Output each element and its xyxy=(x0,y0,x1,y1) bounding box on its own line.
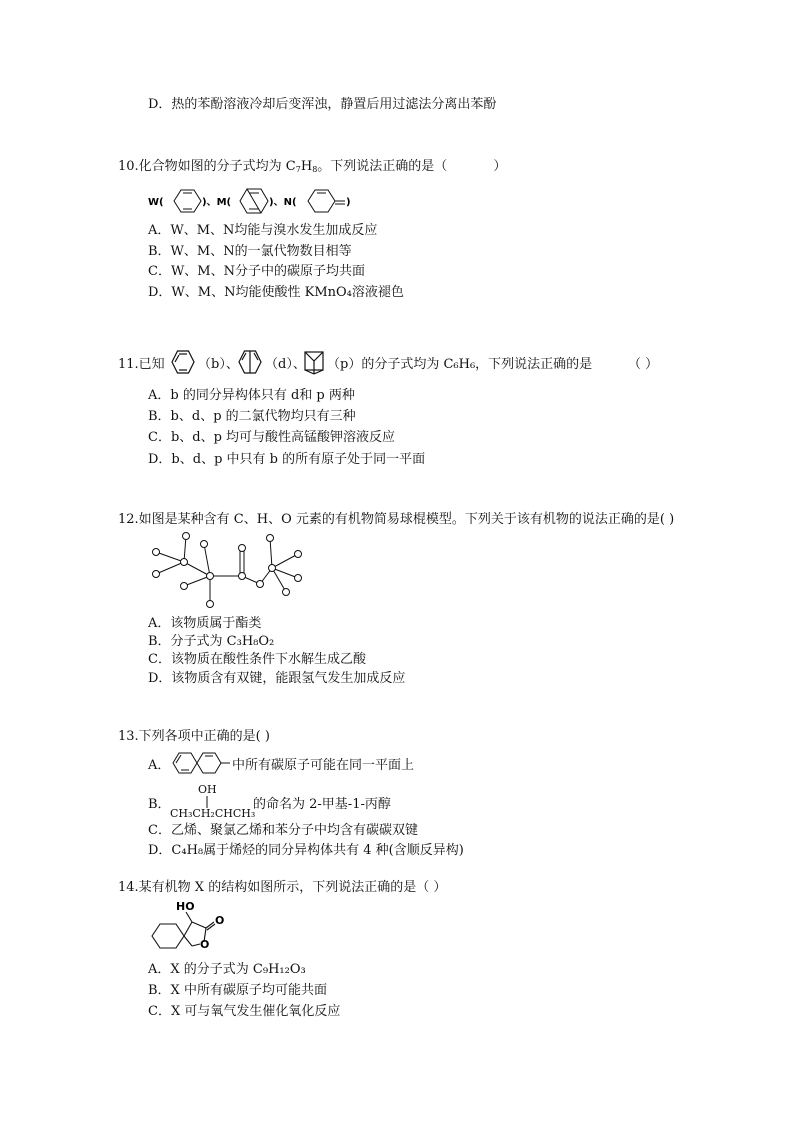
q10-stem-sub1: 7 xyxy=(295,165,301,174)
q14-option-c: C．X 可与氧气发生催化氧化反应 xyxy=(148,1004,341,1019)
q13-option-b-text: 的命名为 2-甲基-1-丙醇 xyxy=(253,797,391,812)
q13-option-d: D．C₄H₈属于烯烃的同分异构体共有 4 种(含顺反异构) xyxy=(148,843,464,858)
q11-prismane-figure xyxy=(303,348,325,376)
q10-stem-a: 10.化合物如图的分子式均为 C xyxy=(118,159,296,174)
q11-dewar-svg xyxy=(237,348,263,376)
q10-stem-sub2: 8 xyxy=(312,165,318,174)
q11-option-c: C．b、d、p 均可与酸性高锰酸钾溶液反应 xyxy=(148,430,396,445)
q12-stem: 12.如图是某种含有 C、H、O 元素的有机物简易球棍模型。下列关于该有机物的说法正确的是( ) xyxy=(118,512,675,527)
q10-label-end: ) xyxy=(346,197,351,208)
q12-option-c: C．该物质在酸性条件下水解生成乙酸 xyxy=(148,652,366,667)
q11-prismane-svg xyxy=(303,348,325,376)
q13-option-a-prefix: A． xyxy=(148,758,171,773)
q11-option-d: D．b、d、p 中只有 b 的所有原子处于同一平面 xyxy=(148,452,426,467)
q10-stem-h: H xyxy=(300,159,313,174)
q10-option-d: D．W、M、N均能使酸性 KMnO₄溶液褪色 xyxy=(148,285,404,300)
q14-option-b: B．X 中所有碳原子均可能共面 xyxy=(148,983,327,998)
q10-option-c: C．W、M、N分子中的碳原子均共面 xyxy=(148,264,365,279)
q13-stem: 13.下列各项中正确的是( ) xyxy=(118,729,270,744)
q10-w-structure xyxy=(174,190,201,212)
q12-model-svg xyxy=(148,530,308,614)
q11-stem-a: 11.已知 xyxy=(118,357,165,372)
q14-ring-o-label: O xyxy=(200,938,210,951)
q10-label-n: )、N( xyxy=(269,197,297,208)
q10-stem xyxy=(118,159,506,178)
q12-option-b: B．分子式为 C₃H₈O₂ xyxy=(148,634,275,649)
q11-option-b: B．b、d、p 的二氯代物均只有三种 xyxy=(148,409,356,424)
q10-option-a: A．W、M、N均能与溴水发生加成反应 xyxy=(148,223,378,238)
q10-stem-b: 。下列说法正确的是（ xyxy=(317,159,448,174)
q13-option-c: C．乙烯、聚氯乙烯和苯分子中均含有碳碳双键 xyxy=(148,823,418,838)
q10-m-structure xyxy=(240,189,268,213)
q11-benzene-figure xyxy=(170,348,196,376)
q11-label-d: （d）、 xyxy=(265,357,306,372)
q14-ho-label: HO xyxy=(176,900,195,913)
q11-benzene-svg xyxy=(170,348,196,376)
q13-option-a-text: 中所有碳原子可能在同一平面上 xyxy=(232,758,415,773)
q11-label-p: （p）的分子式均为 C₆H₆，下列说法正确的是 xyxy=(327,357,593,372)
q13-naphthalene-figure xyxy=(170,745,232,781)
q13-option-b-prefix: B． xyxy=(148,797,171,812)
q9-option-d: D．热的苯酚溶液冷却后变浑浊，静置后用过滤法分离出苯酚 xyxy=(148,97,497,112)
q11-option-a: A．b 的同分异构体只有 d和 p 两种 xyxy=(148,388,355,403)
q12-option-d: D．该物质含有双键，能跟氢气发生加成反应 xyxy=(148,671,406,686)
q10-stem-c: ） xyxy=(493,159,507,174)
q10-label-m: )、M( xyxy=(202,197,232,208)
q11-stem xyxy=(118,357,165,373)
q11-answer-paren: （ ） xyxy=(628,357,659,372)
q11-dewar-figure xyxy=(237,348,263,376)
q10-structures-svg xyxy=(148,184,358,218)
q13-option-b-chain: CH₃CH₂CHCH₃ xyxy=(170,807,256,820)
q14-carbonyl-o-label: O xyxy=(215,914,225,927)
q12-option-a: A．该物质属于酯类 xyxy=(148,616,262,631)
q10-option-b: B．W、M、N的一氯代物数目相等 xyxy=(148,244,352,259)
q13-naphthalene-svg xyxy=(170,745,232,781)
q13-option-b-oh: OH xyxy=(198,783,217,796)
q10-structures-figure xyxy=(148,184,358,218)
q14-structure-figure xyxy=(148,898,232,954)
q14-option-a: A．X 的分子式为 C₉H₁₂O₃ xyxy=(148,962,306,977)
q10-n-structure xyxy=(308,190,345,212)
q14-structure-svg xyxy=(148,898,232,954)
q14-stem: 14.某有机物 X 的结构如图所示，下列说法正确的是（ ） xyxy=(118,880,447,895)
q11-label-b: （b）、 xyxy=(198,357,239,372)
q10-label-w: W( xyxy=(148,197,164,208)
q12-ball-stick-model xyxy=(148,530,308,614)
